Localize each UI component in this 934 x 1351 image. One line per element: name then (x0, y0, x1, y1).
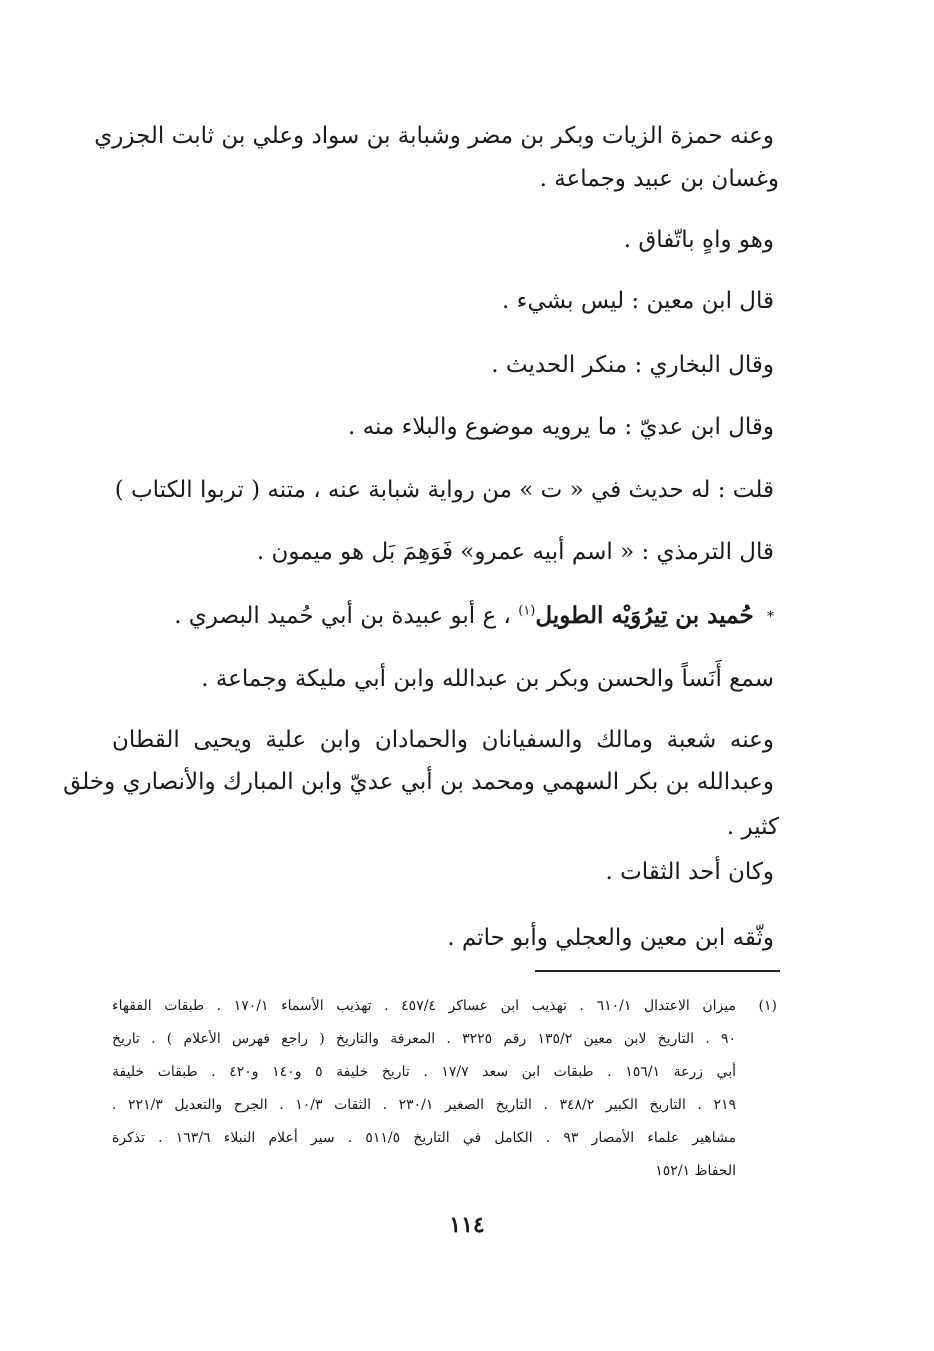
entry-marker: * (767, 609, 774, 625)
body-line: وعنه شعبة ومالك والسفيانان والحمادان وابن علية ويحيى القطان (112, 727, 774, 753)
body-line: وعنه حمزة الزيات وبكر بن مضر وشبابة بن سواد وعلي بن ثابت الجزري (94, 123, 774, 149)
body-line: وهو واهٍ باتّفاق . (623, 227, 774, 253)
body-line: وقال ابن عديّ : ما يرويه موضوع والبلاء منه . (348, 414, 774, 440)
body-line: قال ابن معين : ليس بشيء . (502, 288, 774, 314)
entry-heading (174, 600, 774, 633)
entry-name: حُميد بن تِيرُوَيْه الطويل (535, 602, 754, 629)
body-line: وقال البخاري : منكر الحديث . (491, 352, 774, 378)
footnote-line: ميزان الاعتدال ٦١٠/١ . تهذيب ابن عساكر ٤٥٧/٤ . تهذيب الأسماء ١٧٠/١ . طبقات الفقهاء (112, 998, 737, 1014)
footnote-reference: (١) (518, 603, 536, 619)
body-line: وعبدالله بن بكر السهمي ومحمد بن أبي عديّ وابن المبارك والأنصاري وخلق (63, 769, 774, 795)
body-line: وكان أحد الثقات . (605, 859, 774, 885)
body-line: وثّقه ابن معين والعجلي وأبو حاتم . (447, 925, 774, 951)
footnote-number: (١) (758, 998, 777, 1014)
body-line: قلت : له حديث في « ت » من رواية شبابة عنه ، متنه ( تربوا الكتاب ) (114, 477, 774, 503)
page-number: ١١٤ (449, 1212, 485, 1238)
entry-rest: ، ع أبو عبيدة بن أبي حُميد البصري . (174, 603, 511, 629)
footnote-line: ٢١٩ . التاريخ الكبير ٣٤٨/٢ . التاريخ الصغير ٢٣٠/١ . الثقات ١٠/٣ . الجرح والتعديل ٢٢١/٣ . (112, 1097, 736, 1113)
body-line: وغسان بن عبيد وجماعة . (539, 166, 779, 192)
footnote-separator (535, 970, 780, 972)
footnote-line: مشاهير علماء الأمصار ٩٣ . الكامل في التاريخ ٥١١/٥ . سير أعلام النبلاء ١٦٣/٦ . تذكرة (112, 1130, 736, 1146)
footnote-line: الحفاظ ١٥٢/١ (655, 1163, 736, 1179)
body-line: قال الترمذي : « اسم أبيه عمرو» فَوَهِمَ بَل هو ميمون . (256, 539, 774, 565)
footnote-line: أبي زرعة ١٥٦/١ . طبقات ابن سعد ١٧/٧ . تاريخ خليفة ٥ و١٤٠ و٤٢٠ . طبقات خليفة (112, 1064, 737, 1080)
body-line: كثير . (726, 814, 779, 840)
footnote-line: ٩٠ . التاريخ لابن معين ١٣٥/٢ رقم ٣٢٢٥ . المعرفة والتاريخ ( راجع فهرس الأعلام ) . تاريخ (112, 1031, 736, 1047)
body-line: سمع أَنَساً والحسن وبكر بن عبدالله وابن أبي مليكة وجماعة . (201, 666, 774, 692)
